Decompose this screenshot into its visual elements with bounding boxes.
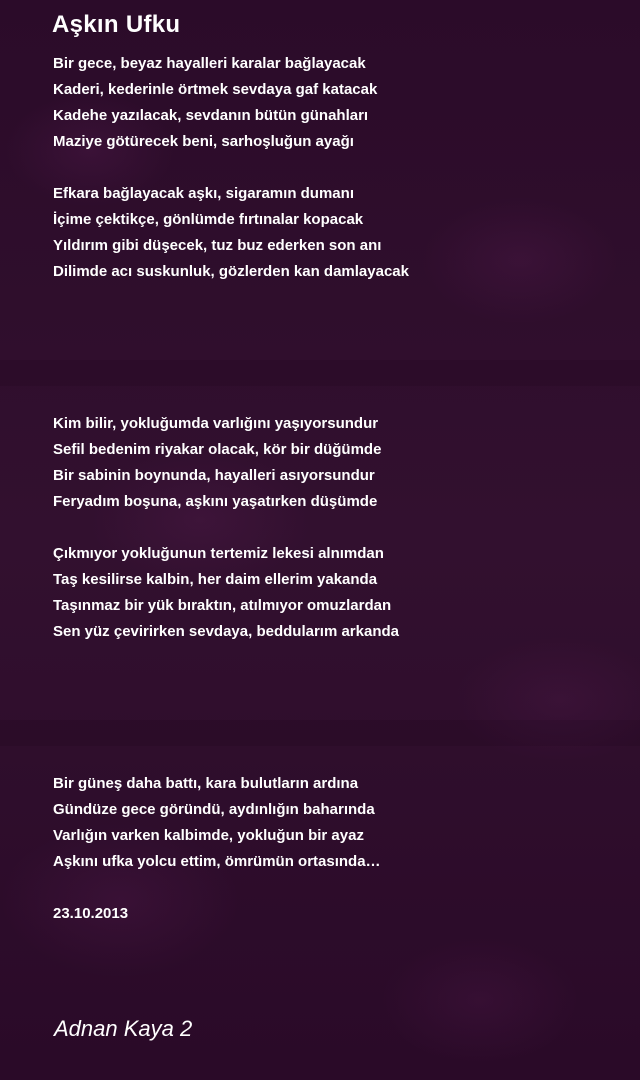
poem-line: Kaderi, kederinle örtmek sevdaya gaf katacak	[53, 81, 378, 98]
poem-line: Taşınmaz bir yük bıraktın, atılmıyor omuzlardan	[53, 597, 392, 614]
poem-line: Çıkmıyor yokluğunun tertemiz lekesi alnımdan	[53, 545, 384, 562]
poem-line: Taş kesilirse kalbin, her daim ellerim yakanda	[53, 571, 378, 588]
poem-line: Efkara bağlayacak aşkı, sigaramın dumanı	[53, 185, 354, 202]
poem-line: Dilimde acı suskunluk, gözlerden kan damlayacak	[53, 263, 409, 280]
stanza-5	[53, 771, 381, 875]
poem-line: Varlığın varken kalbimde, yokluğun bir ayaz	[53, 827, 364, 844]
poem-line: Feryadım boşuna, aşkını yaşatırken düşümde	[53, 493, 378, 510]
poem-line: Sefil bedenim riyakar olacak, kör bir düğümde	[53, 441, 382, 458]
poem-line: Sen yüz çevirirken sevdaya, beddularım arkanda	[53, 623, 399, 640]
poem-line: Yıldırım gibi düşecek, tuz buz ederken son anı	[53, 237, 382, 254]
poem-line: Aşkını ufka yolcu ettim, ömrümün ortasında…	[53, 853, 381, 870]
poem-line: Kadehe yazılacak, sevdanın bütün günahları	[53, 107, 369, 124]
poem-line: Maziye götürecek beni, sarhoşluğun ayağı	[53, 133, 354, 150]
poem-line: İçime çektikçe, gönlümde fırtınalar kopacak	[53, 211, 364, 228]
stanza-1	[53, 51, 377, 155]
poem-line: Kim bilir, yokluğumda varlığını yaşıyorsundur	[53, 415, 379, 432]
poem-line: Bir sabinin boynunda, hayalleri asıyorsundur	[53, 467, 375, 484]
stanza-2	[53, 181, 409, 285]
poem-date: 23.10.2013	[53, 905, 129, 922]
poem-line: Bir gece, beyaz hayalleri karalar bağlayacak	[53, 55, 366, 72]
stanza-3	[53, 411, 381, 515]
poem-line: Bir güneş daha battı, kara bulutların ardına	[53, 775, 359, 792]
stanza-4	[53, 541, 399, 645]
decorative-band-2	[0, 720, 640, 746]
poem-author: Adnan Kaya 2	[54, 1016, 193, 1041]
poem-line: Gündüze gece göründü, aydınlığın baharında	[53, 801, 375, 818]
decorative-band-1	[0, 360, 640, 386]
poem-title: Aşkın Ufku	[52, 11, 181, 38]
